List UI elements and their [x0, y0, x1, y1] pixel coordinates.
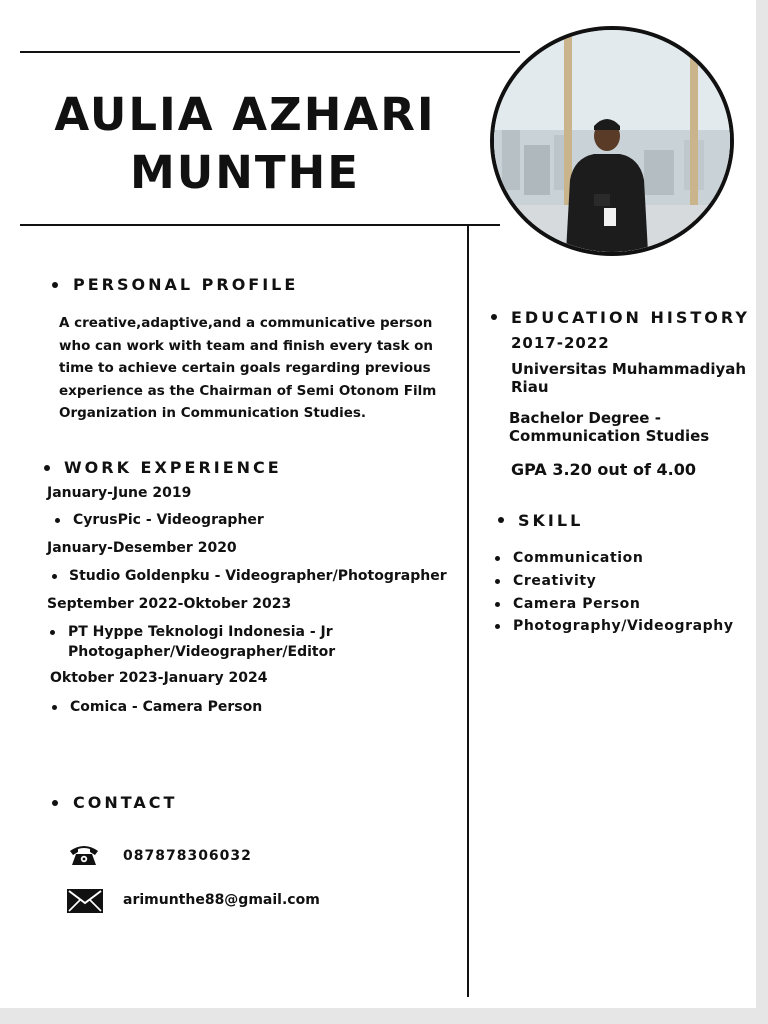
work-role-bullet-4	[52, 705, 57, 710]
work-period-3: September 2022-Oktober 2023	[47, 596, 292, 612]
contact-email: arimunthe88@gmail.com	[123, 892, 320, 908]
work-role-1: CyrusPic - Videographer	[73, 512, 264, 528]
education-years: 2017-2022	[511, 334, 610, 352]
skill-item-bullet-4	[495, 624, 500, 629]
contact-phone: 087878306032	[123, 848, 252, 864]
work-role-bullet-2	[52, 574, 57, 579]
work-period-2: January-Desember 2020	[47, 540, 237, 556]
skill-item-1: Communication	[513, 550, 644, 566]
skill-item-4: Photography/Videography	[513, 618, 734, 634]
education-degree-line-1: Bachelor Degree -	[509, 409, 661, 427]
profile-text: A creative,adaptive,and a communicative person who can work with team and finish every task on time to achieve certain goals regarding previous experience as the Chairman of Semi Otonom Film Organization in Communication Studies.	[59, 315, 437, 421]
candidate-name	[20, 86, 470, 202]
profile-heading: PERSONAL PROFILE	[73, 275, 299, 294]
education-bullet	[491, 314, 497, 320]
education-school-line-1: Universitas Muhammadiyah	[511, 360, 747, 378]
skill-item-2: Creativity	[513, 573, 597, 589]
work-role-bullet-3	[50, 630, 55, 635]
work-role-bullet-1	[55, 518, 60, 523]
skill-bullet	[498, 517, 504, 523]
work-role-3-line-1: PT Hyppe Teknologi Indonesia - Jr	[68, 624, 333, 640]
profile-bullet	[52, 282, 58, 288]
name-line-2: MUNTHE	[129, 146, 361, 199]
skill-heading: SKILL	[518, 511, 584, 530]
education-heading: EDUCATION HISTORY	[511, 308, 750, 327]
work-role-4: Comica - Camera Person	[70, 699, 263, 715]
education-gpa: GPA 3.20 out of 4.00	[511, 460, 696, 479]
header-top-rule	[20, 51, 520, 53]
name-line-1: AULIA AZHARI	[54, 88, 436, 141]
work-role-3-line-2: Photogapher/Videographer/Editor	[68, 644, 336, 660]
work-period-4: Oktober 2023-January 2024	[50, 670, 268, 686]
work-heading: WORK EXPERIENCE	[64, 458, 282, 477]
envelope-icon	[67, 889, 103, 917]
work-bullet	[44, 465, 50, 471]
profile-photo	[490, 26, 734, 256]
skill-item-bullet-2	[495, 579, 500, 584]
contact-heading: CONTACT	[73, 793, 178, 812]
skill-item-bullet-1	[495, 556, 500, 561]
telephone-icon	[68, 843, 100, 871]
skill-item-bullet-3	[495, 602, 500, 607]
education-school-line-2: Riau	[511, 378, 549, 396]
contact-bullet	[52, 800, 58, 806]
column-divider	[467, 226, 469, 997]
work-period-1: January-June 2019	[47, 485, 192, 501]
education-degree-line-2: Communication Studies	[509, 427, 710, 445]
work-role-2: Studio Goldenpku - Videographer/Photographer	[69, 568, 447, 584]
header-bottom-rule	[20, 224, 500, 226]
skill-item-3: Camera Person	[513, 596, 641, 612]
